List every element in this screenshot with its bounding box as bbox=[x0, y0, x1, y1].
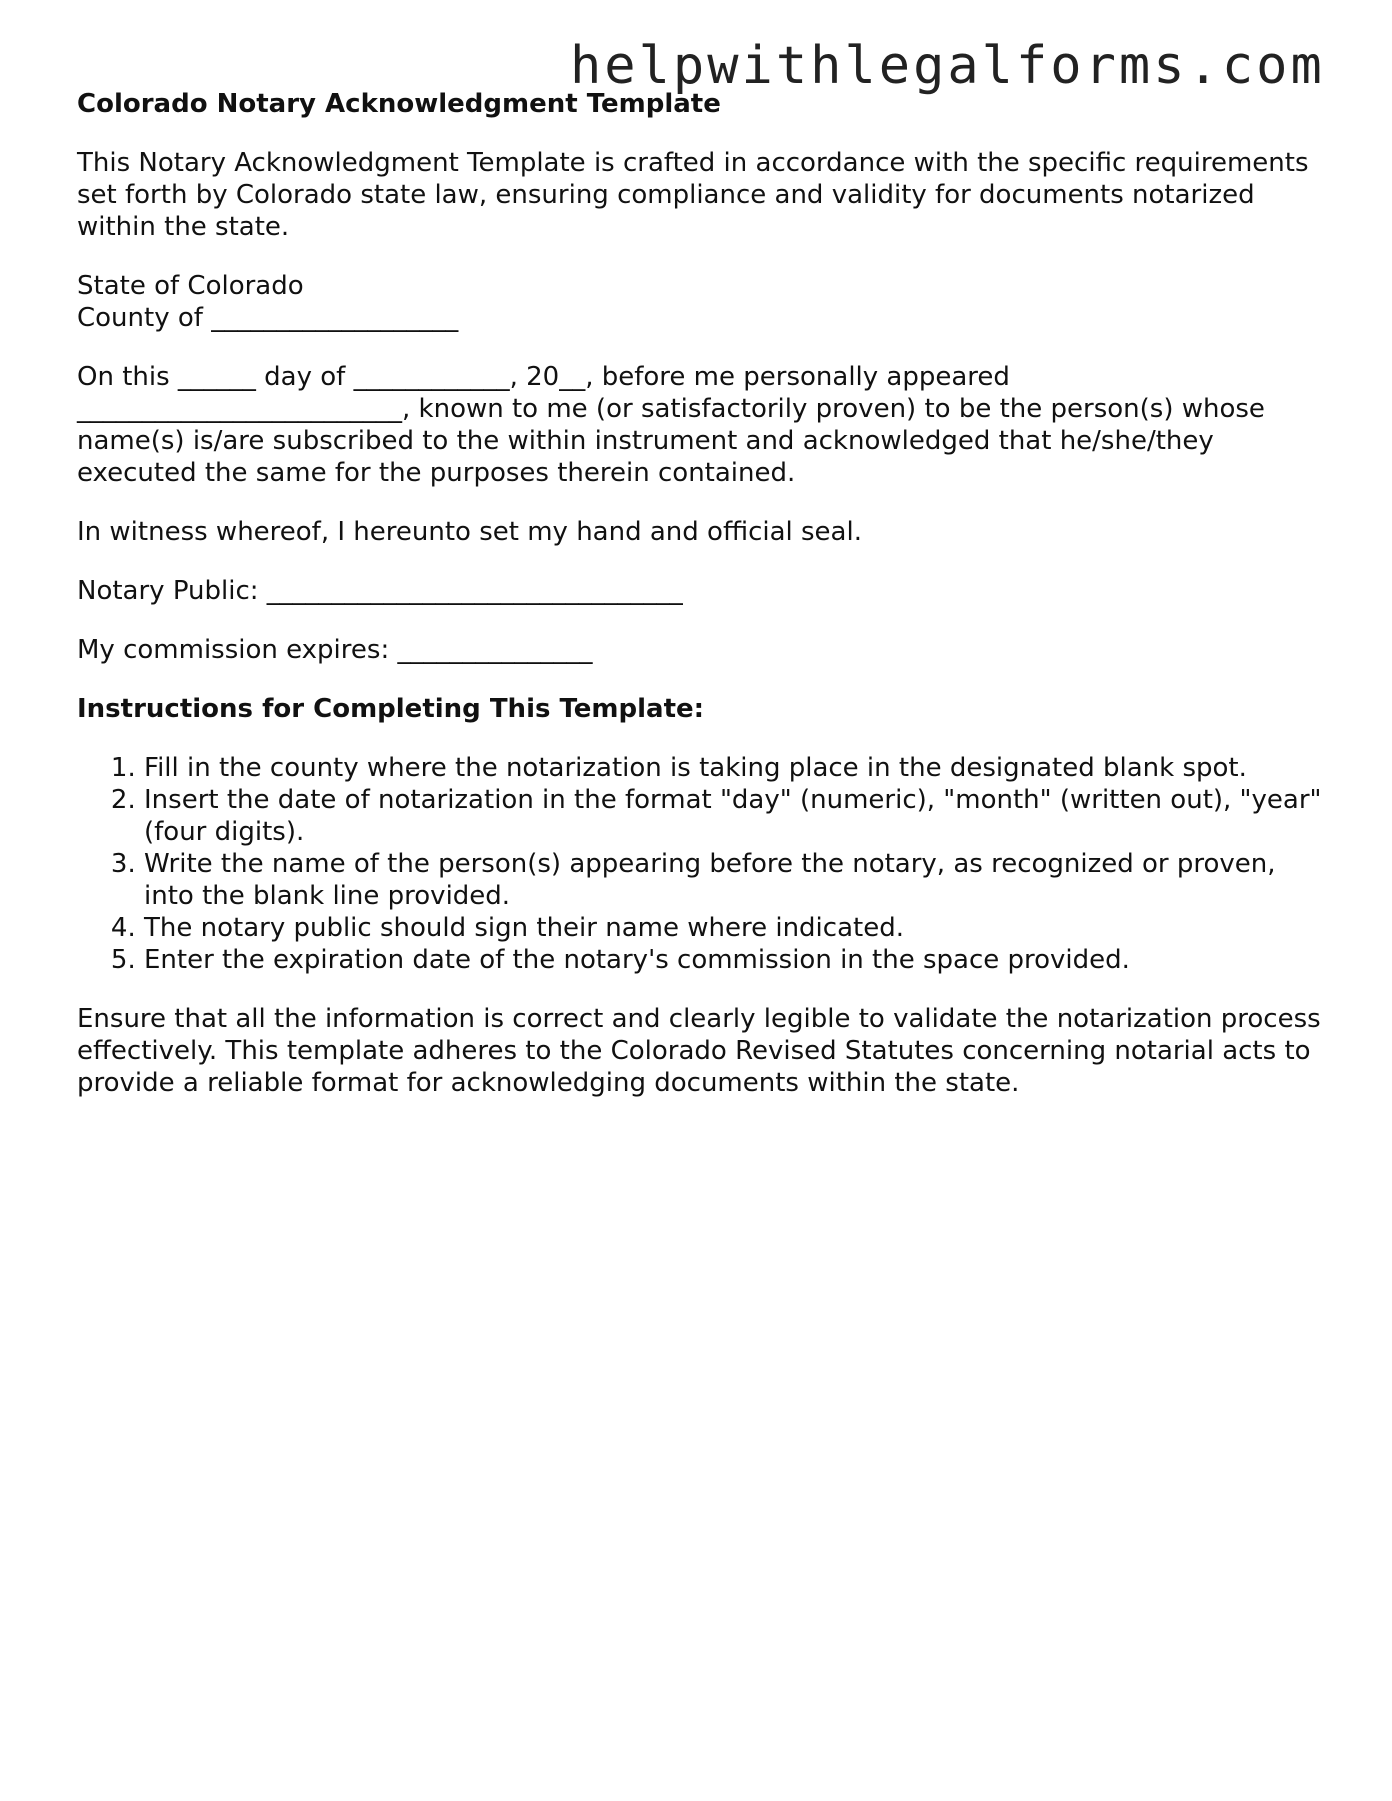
commission-expiry-line: My commission expires: _______________ bbox=[77, 635, 593, 665]
instructions-heading: Instructions for Completing This Template: bbox=[77, 694, 705, 724]
list-item: 2. Insert the date of notarization in the format "day" (numeric), "month" (written out), "year" (four digits). bbox=[144, 784, 1327, 848]
list-item: 1. Fill in the county where the notarization is taking place in the designated blank spot. bbox=[144, 752, 1327, 784]
site-watermark: helpwithlegalforms.com bbox=[570, 36, 1325, 96]
closing-paragraph: Ensure that all the information is correct and clearly legible to validate the notarization process effectively. This template adheres to the Colorado Revised Statutes concerning notarial acts to provide a reliable format for acknowledging documents within the state. bbox=[77, 1004, 1321, 1098]
acknowledgment-paragraph: On this ______ day of ____________, 20__, before me personally appeared _________________________, known to me (or satisfactorily proven) to be the person(s) whose name(s) is/are subscribed to the within instrument and acknowledged that he/she/they executed the same for the purposes therein contained. bbox=[77, 362, 1265, 488]
list-item: 4. The notary public should sign their name where indicated. bbox=[144, 912, 1327, 944]
intro-paragraph: This Notary Acknowledgment Template is crafted in accordance with the specific requirements set forth by Colorado state law, ensuring compliance and validity for documents notarized within the state. bbox=[77, 148, 1309, 242]
instructions-list bbox=[77, 752, 1327, 976]
venue-block bbox=[77, 270, 1327, 334]
list-item: 3. Write the name of the person(s) appearing before the notary, as recognized or proven, into the blank line provided. bbox=[144, 848, 1327, 912]
venue-state: State of Colorado bbox=[77, 271, 304, 301]
document-page bbox=[77, 88, 1327, 1126]
notary-signature-line: Notary Public: ________________________________ bbox=[77, 576, 683, 606]
document-title: Colorado Notary Acknowledgment Template bbox=[77, 89, 721, 119]
list-item: 5. Enter the expiration date of the notary's commission in the space provided. bbox=[144, 944, 1327, 976]
venue-county: County of ___________________ bbox=[77, 303, 459, 333]
witness-statement: In witness whereof, I hereunto set my hand and official seal. bbox=[77, 517, 862, 547]
